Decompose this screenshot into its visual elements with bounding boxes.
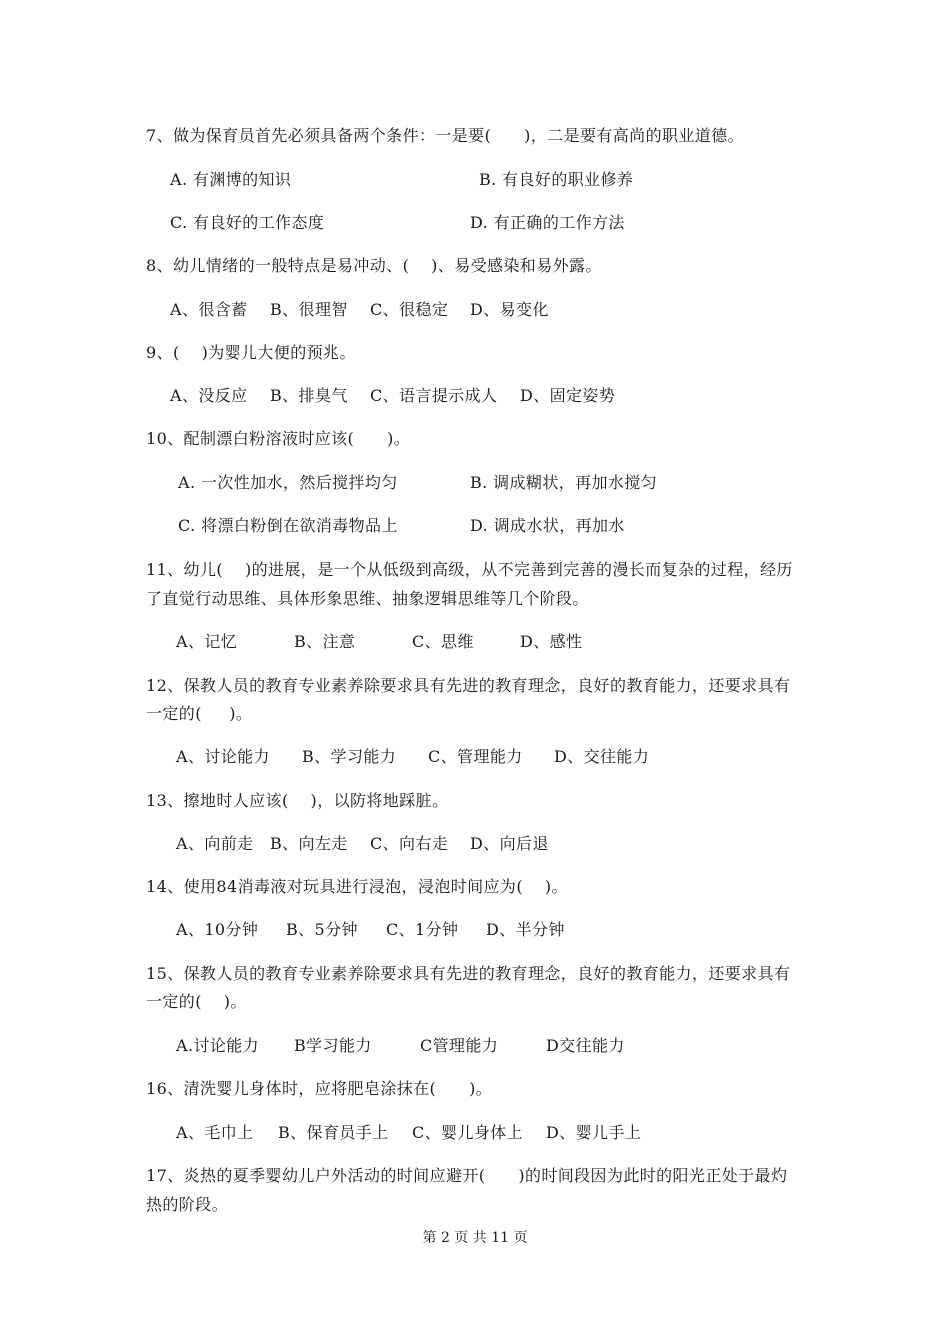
q10-option-c: C. 将漂白粉倒在欲消毒物品上: [178, 516, 398, 535]
q16-option-a: A、毛巾上: [176, 1123, 254, 1142]
q14-option-a: A、10分钟: [176, 920, 259, 939]
q13-option-b: B、向左走: [270, 834, 348, 853]
question-15-stem-line-2: 一定的( )。: [146, 992, 247, 1011]
q9-option-c: C、语言提示成人: [370, 386, 498, 405]
q15-option-c: C管理能力: [420, 1036, 499, 1055]
q8-option-a: A、很含蓄: [170, 300, 248, 319]
q15-option-a: A.讨论能力: [176, 1036, 260, 1055]
q10-option-a: A. 一次性加水，然后搅拌均匀: [178, 473, 398, 492]
q9-option-a: A、没反应: [170, 386, 248, 405]
question-14-stem: 14、使用84消毒液对玩具进行浸泡，浸泡时间应为( )。: [146, 877, 568, 896]
question-10-stem: 10、配制漂白粉溶液时应该( )。: [146, 429, 411, 448]
q11-option-d: D、感性: [520, 632, 583, 651]
q13-option-a: A、向前走: [176, 834, 254, 853]
q11-option-c: C、思维: [412, 632, 474, 651]
q10-option-b: B. 调成糊状，再加水搅匀: [470, 473, 658, 492]
q14-option-d: D、半分钟: [486, 920, 565, 939]
question-11-stem-line-1: 11、幼儿( )的进展，是一个从低级到高级，从不完善到完善的漫长而复杂的过程，经历: [146, 560, 793, 579]
question-16-stem: 16、清洗婴儿身体时，应将肥皂涂抹在( )。: [146, 1079, 493, 1098]
q11-option-b: B、注意: [294, 632, 356, 651]
page-number-footer: 第 2 页 共 11 页: [422, 1230, 528, 1246]
q10-option-d: D. 调成水状，再加水: [470, 516, 625, 535]
q11-option-a: A、记忆: [176, 632, 238, 651]
q13-option-d: D、向后退: [470, 834, 549, 853]
question-8-stem: 8、幼儿情绪的一般特点是易冲动、( )、易受感染和易外露。: [146, 256, 602, 275]
q12-option-d: D、交往能力: [554, 747, 650, 766]
question-17-stem-line-1: 17、炎热的夏季婴幼儿户外活动的时间应避开( )的时间段因为此时的阳光正处于最灼: [146, 1166, 788, 1185]
q13-option-c: C、向右走: [370, 834, 449, 853]
q8-option-b: B、很理智: [270, 300, 348, 319]
q7-option-a: A. 有渊博的知识: [170, 170, 292, 189]
q12-option-a: A、讨论能力: [176, 747, 270, 766]
q16-option-d: D、婴儿手上: [546, 1123, 642, 1142]
q7-option-b: B. 有良好的职业修养: [479, 170, 634, 189]
question-17-stem-line-2: 热的阶段。: [146, 1195, 229, 1214]
q12-option-b: B、学习能力: [302, 747, 397, 766]
question-13-stem: 13、擦地时人应该( )，以防将地踩脏。: [146, 791, 449, 810]
q7-option-d: D. 有正确的工作方法: [470, 213, 625, 232]
q9-option-d: D、固定姿势: [520, 386, 616, 405]
question-11-stem-line-2: 了直觉行动思维、具体形象思维、抽象逻辑思维等几个阶段。: [146, 589, 589, 608]
q12-option-c: C、管理能力: [428, 747, 523, 766]
q8-option-c: C、很稳定: [370, 300, 449, 319]
question-7-stem: 7、做为保育员首先必须具备两个条件：一是要( )，二是要有高尚的职业道德。: [146, 126, 744, 145]
question-15-stem-line-1: 15、保教人员的教育专业素养除要求具有先进的教育理念，良好的教育能力，还要求具有: [146, 964, 791, 983]
q14-option-c: C、1分钟: [386, 920, 459, 939]
q16-option-b: B、保育员手上: [278, 1123, 389, 1142]
question-9-stem: 9、( )为婴儿大便的预兆。: [146, 343, 356, 362]
question-12-stem-line-1: 12、保教人员的教育专业素养除要求具有先进的教育理念，良好的教育能力，还要求具有: [146, 676, 791, 695]
q15-option-b: B学习能力: [294, 1036, 372, 1055]
q9-option-b: B、排臭气: [270, 386, 348, 405]
q16-option-c: C、婴儿身体上: [412, 1123, 524, 1142]
q8-option-d: D、易变化: [470, 300, 549, 319]
question-12-stem-line-2: 一定的( )。: [146, 704, 253, 723]
q15-option-d: D交往能力: [546, 1036, 625, 1055]
q14-option-b: B、5分钟: [286, 920, 358, 939]
q7-option-c: C. 有良好的工作态度: [170, 213, 325, 232]
